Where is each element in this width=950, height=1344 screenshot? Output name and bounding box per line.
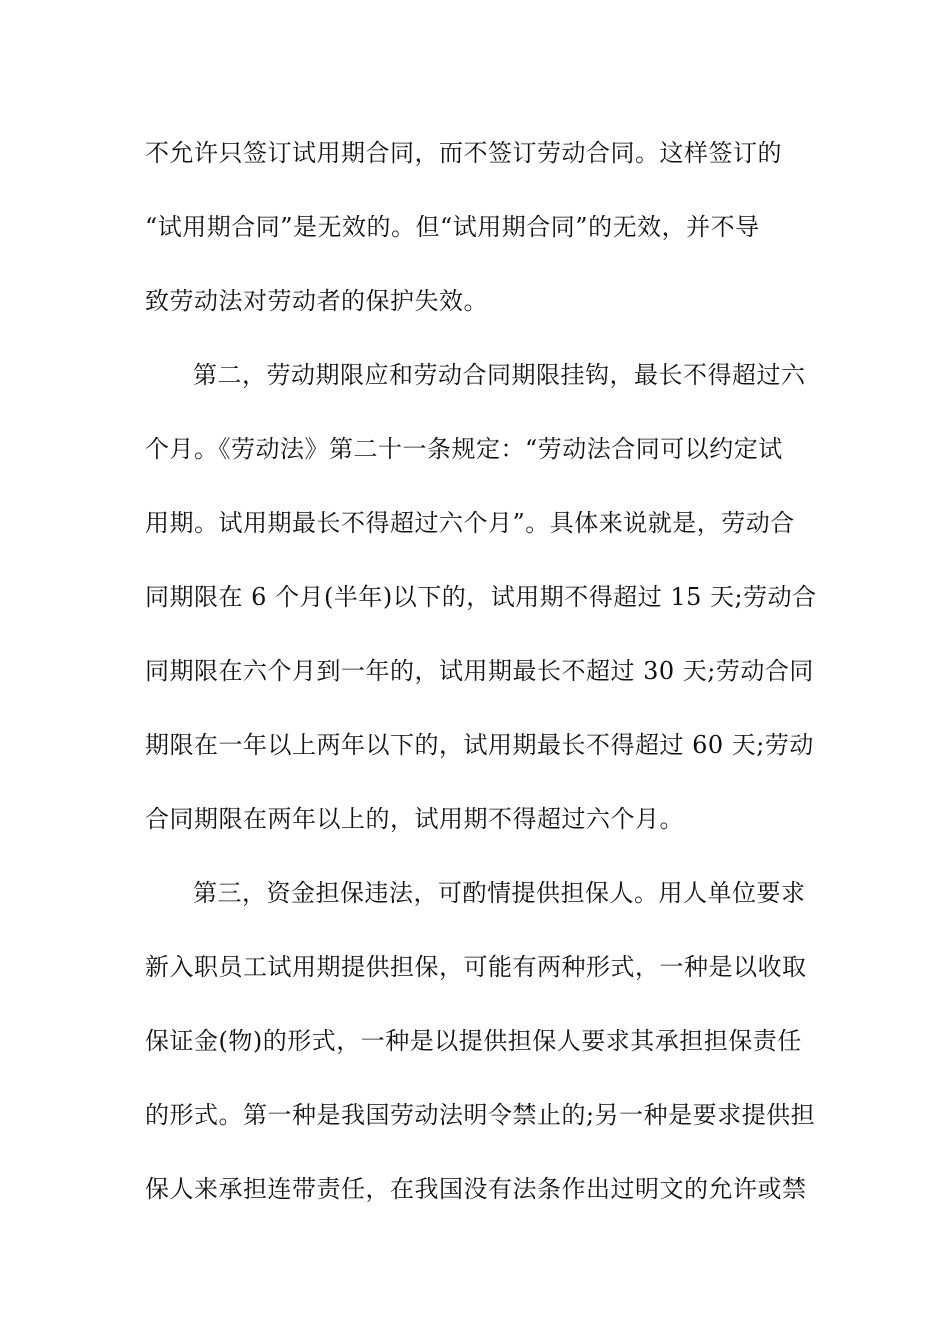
text-line: 保证金(物)的形式，一种是以提供担保人要求其承担担保责任	[145, 1027, 802, 1055]
text-line: 个月。《劳动法》第二十一条规定：“劳动法合同可以约定试	[145, 435, 783, 463]
text-line: 合同期限在两年以上的，试用期不得超过六个月。	[145, 805, 684, 833]
text-line: 期限在一年以上两年以下的，试用期最长不得超过 60 天;劳动	[145, 731, 814, 759]
paragraph-start-line: 第三，资金担保违法，可酌情提供担保人。用人单位要求	[193, 879, 806, 907]
text-line: 同期限在六个月到一年的，试用期最长不超过 30 天;劳动合同	[145, 657, 814, 685]
text-line: 不允许只签订试用期合同，而不签订劳动合同。这样签订的	[145, 139, 782, 167]
text-line: “试用期合同”是无效的。但“试用期合同”的无效，并不导	[145, 213, 760, 241]
text-line: 同期限在 6 个月(半年)以下的，试用期不得超过 15 天;劳动合	[145, 583, 817, 611]
text-line: 的形式。第一种是我国劳动法明令禁止的;另一种是要求提供担	[145, 1101, 816, 1129]
text-line: 致劳动法对劳动者的保护失效。	[145, 287, 488, 315]
paragraph-start-line: 第二，劳动期限应和劳动合同期限挂钩，最长不得超过六	[193, 361, 806, 389]
text-line: 新入职员工试用期提供担保，可能有两种形式，一种是以收取	[145, 953, 807, 981]
text-line: 保人来承担连带责任，在我国没有法条作出过明文的允许或禁	[145, 1175, 807, 1203]
text-line: 用期。试用期最长不得超过六个月”。具体来说就是，劳动合	[145, 509, 795, 537]
